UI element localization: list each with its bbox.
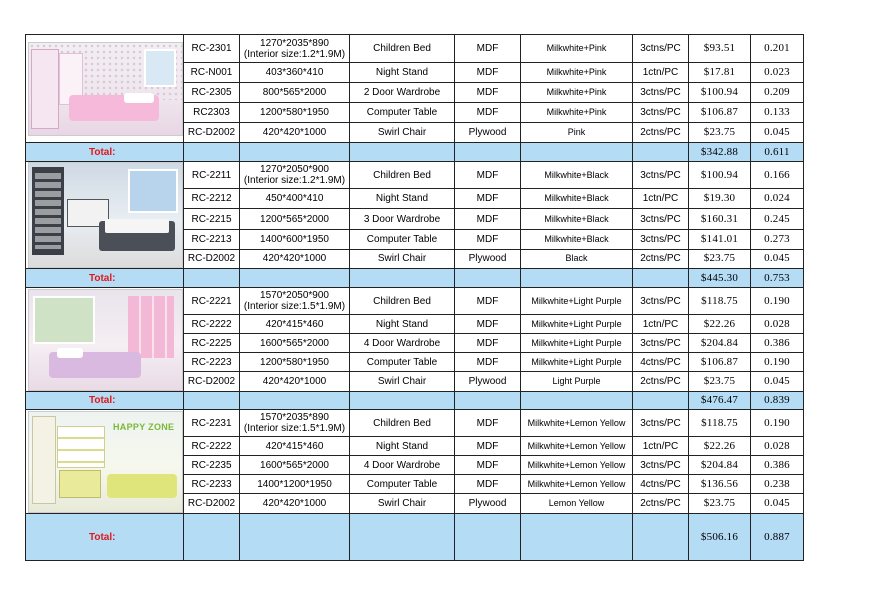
item-color: Milkwhite+Light Purple: [521, 353, 633, 372]
product-photo-yellow-room: [26, 410, 184, 514]
item-size: 1200*580*1950: [240, 353, 350, 372]
item-color: Milkwhite+Lemon Yellow: [521, 410, 633, 437]
item-pack: 3ctns/PC: [633, 35, 689, 63]
item-color: Milkwhite+Pink: [521, 103, 633, 123]
item-size: 1570*2050*900 (Interior size:1.5*1.9M): [240, 288, 350, 315]
item-size: 1600*565*2000: [240, 334, 350, 353]
item-code: RC-2222: [184, 315, 240, 334]
item-code: RC-D2002: [184, 249, 240, 268]
item-code: RC-D2002: [184, 123, 240, 143]
item-name: Computer Table: [350, 353, 455, 372]
item-volume: 0.023: [751, 63, 804, 83]
total-row: [26, 392, 804, 410]
total-volume: 0.611: [751, 143, 804, 162]
item-material: MDF: [455, 353, 521, 372]
total-label: Total:: [26, 269, 184, 288]
item-price: $23.75: [689, 494, 751, 514]
item-size: 1400*1200*1950: [240, 475, 350, 494]
item-price: $118.75: [689, 288, 751, 315]
item-name: Children Bed: [350, 162, 455, 189]
item-color: Milkwhite+Light Purple: [521, 288, 633, 315]
item-size: 420*420*1000: [240, 372, 350, 392]
item-price: $93.51: [689, 35, 751, 63]
total-row: [26, 143, 804, 162]
item-pack: 3ctns/PC: [633, 83, 689, 103]
item-pack: 1ctn/PC: [633, 189, 689, 209]
item-pack: 3ctns/PC: [633, 229, 689, 249]
item-code: RC-D2002: [184, 494, 240, 514]
total-label: Total:: [26, 392, 184, 410]
item-code: RC-2223: [184, 353, 240, 372]
item-volume: 0.245: [751, 209, 804, 229]
item-name: Night Stand: [350, 315, 455, 334]
item-volume: 0.045: [751, 372, 804, 392]
item-code: RC-2235: [184, 456, 240, 475]
item-code: RC-2231: [184, 410, 240, 437]
item-name: 3 Door Wardrobe: [350, 209, 455, 229]
item-material: MDF: [455, 456, 521, 475]
item-material: MDF: [455, 437, 521, 456]
item-size: 420*420*1000: [240, 249, 350, 268]
item-price: $23.75: [689, 249, 751, 268]
total-price: $342.88: [689, 143, 751, 162]
item-color: Milkwhite+Lemon Yellow: [521, 475, 633, 494]
item-material: MDF: [455, 334, 521, 353]
item-volume: 0.273: [751, 229, 804, 249]
item-material: MDF: [455, 288, 521, 315]
item-size: 1270*2035*890 (Interior size:1.2*1.9M): [240, 35, 350, 63]
item-material: MDF: [455, 162, 521, 189]
item-volume: 0.028: [751, 315, 804, 334]
total-volume: 0.839: [751, 392, 804, 410]
item-material: MDF: [455, 475, 521, 494]
item-name: Night Stand: [350, 437, 455, 456]
product-photo-pink-room: [26, 35, 184, 143]
item-pack: 3ctns/PC: [633, 410, 689, 437]
item-volume: 0.209: [751, 83, 804, 103]
item-pack: 3ctns/PC: [633, 334, 689, 353]
item-pack: 1ctn/PC: [633, 63, 689, 83]
item-color: Milkwhite+Light Purple: [521, 315, 633, 334]
item-price: $204.84: [689, 334, 751, 353]
item-color: Milkwhite+Black: [521, 229, 633, 249]
item-size: 420*415*460: [240, 315, 350, 334]
happy-zone-sign: HAPPY ZONE: [113, 421, 175, 432]
item-volume: 0.386: [751, 456, 804, 475]
item-size: 1600*565*2000: [240, 456, 350, 475]
item-code: RC-2211: [184, 162, 240, 189]
item-pack: 3ctns/PC: [633, 209, 689, 229]
item-material: Plywood: [455, 372, 521, 392]
item-size: 1200*565*2000: [240, 209, 350, 229]
item-volume: 0.190: [751, 353, 804, 372]
item-material: MDF: [455, 35, 521, 63]
item-material: MDF: [455, 315, 521, 334]
item-material: MDF: [455, 83, 521, 103]
total-volume: 0.753: [751, 269, 804, 288]
item-pack: 3ctns/PC: [633, 103, 689, 123]
item-name: Children Bed: [350, 410, 455, 437]
item-volume: 0.045: [751, 123, 804, 143]
item-name: Computer Table: [350, 229, 455, 249]
item-name: 4 Door Wardrobe: [350, 456, 455, 475]
item-color: Milkwhite+Lemon Yellow: [521, 437, 633, 456]
item-code: RC-2222: [184, 437, 240, 456]
item-pack: 3ctns/PC: [633, 288, 689, 315]
item-material: Plywood: [455, 249, 521, 268]
item-name: 4 Door Wardrobe: [350, 334, 455, 353]
item-color: Milkwhite+Black: [521, 189, 633, 209]
item-price: $204.84: [689, 456, 751, 475]
item-material: MDF: [455, 410, 521, 437]
item-material: MDF: [455, 229, 521, 249]
table-row: [26, 288, 804, 315]
item-pack: 2ctns/PC: [633, 372, 689, 392]
product-photo-purple-room: [26, 288, 184, 392]
item-name: Computer Table: [350, 103, 455, 123]
item-code: RC-2301: [184, 35, 240, 63]
item-price: $100.94: [689, 162, 751, 189]
item-name: Children Bed: [350, 288, 455, 315]
product-photo-black-room: [26, 162, 184, 269]
item-price: $23.75: [689, 123, 751, 143]
item-volume: 0.166: [751, 162, 804, 189]
item-size: 1400*600*1950: [240, 229, 350, 249]
item-pack: 2ctns/PC: [633, 123, 689, 143]
item-color: Milkwhite+Pink: [521, 63, 633, 83]
item-pack: 2ctns/PC: [633, 249, 689, 268]
item-pack: 2ctns/PC: [633, 494, 689, 514]
item-name: 2 Door Wardrobe: [350, 83, 455, 103]
item-name: Swirl Chair: [350, 249, 455, 268]
item-color: Light Purple: [521, 372, 633, 392]
item-volume: 0.028: [751, 437, 804, 456]
item-pack: 4ctns/PC: [633, 353, 689, 372]
item-material: MDF: [455, 189, 521, 209]
item-price: $22.26: [689, 315, 751, 334]
item-code: RC-D2002: [184, 372, 240, 392]
item-volume: 0.045: [751, 494, 804, 514]
item-volume: 0.024: [751, 189, 804, 209]
item-material: MDF: [455, 103, 521, 123]
item-size: 450*400*410: [240, 189, 350, 209]
item-color: Milkwhite+Black: [521, 162, 633, 189]
item-volume: 0.201: [751, 35, 804, 63]
item-name: Computer Table: [350, 475, 455, 494]
item-price: $118.75: [689, 410, 751, 437]
item-price: $22.26: [689, 437, 751, 456]
item-volume: 0.045: [751, 249, 804, 268]
total-price: $506.16: [689, 514, 751, 561]
item-color: Milkwhite+Light Purple: [521, 334, 633, 353]
item-pack: 1ctn/PC: [633, 437, 689, 456]
item-color: Milkwhite+Lemon Yellow: [521, 456, 633, 475]
item-size: 420*420*1000: [240, 123, 350, 143]
total-price: $445.30: [689, 269, 751, 288]
item-volume: 0.190: [751, 288, 804, 315]
total-label: Total:: [26, 514, 184, 561]
item-size: 403*360*410: [240, 63, 350, 83]
item-price: $136.56: [689, 475, 751, 494]
item-code: RC-2225: [184, 334, 240, 353]
item-material: MDF: [455, 209, 521, 229]
item-code: RC2303: [184, 103, 240, 123]
item-name: Night Stand: [350, 63, 455, 83]
total-row: [26, 514, 804, 561]
item-code: RC-2221: [184, 288, 240, 315]
item-pack: 4ctns/PC: [633, 475, 689, 494]
item-color: Milkwhite+Pink: [521, 35, 633, 63]
item-color: Milkwhite+Black: [521, 209, 633, 229]
item-name: Night Stand: [350, 189, 455, 209]
item-name: Children Bed: [350, 35, 455, 63]
total-price: $476.47: [689, 392, 751, 410]
item-size: 800*565*2000: [240, 83, 350, 103]
item-pack: 1ctn/PC: [633, 315, 689, 334]
item-color: Lemon Yellow: [521, 494, 633, 514]
item-price: $106.87: [689, 103, 751, 123]
item-price: $160.31: [689, 209, 751, 229]
table-row: [26, 162, 804, 189]
item-price: $100.94: [689, 83, 751, 103]
item-volume: 0.190: [751, 410, 804, 437]
item-code: RC-2213: [184, 229, 240, 249]
item-code: RC-N001: [184, 63, 240, 83]
item-price: $19.30: [689, 189, 751, 209]
item-code: RC-2215: [184, 209, 240, 229]
item-size: 1270*2050*900 (Interior size:1.2*1.9M): [240, 162, 350, 189]
item-code: RC-2212: [184, 189, 240, 209]
item-size: 420*420*1000: [240, 494, 350, 514]
total-label: Total:: [26, 143, 184, 162]
item-color: Milkwhite+Pink: [521, 83, 633, 103]
item-volume: 0.133: [751, 103, 804, 123]
item-price: $141.01: [689, 229, 751, 249]
item-pack: 3ctns/PC: [633, 456, 689, 475]
item-size: 1200*580*1950: [240, 103, 350, 123]
item-volume: 0.386: [751, 334, 804, 353]
item-material: Plywood: [455, 123, 521, 143]
item-size: 1570*2035*890 (Interior size:1.5*1.9M): [240, 410, 350, 437]
item-name: Swirl Chair: [350, 123, 455, 143]
item-price: $17.81: [689, 63, 751, 83]
total-row: [26, 269, 804, 288]
item-code: RC-2305: [184, 83, 240, 103]
item-material: MDF: [455, 63, 521, 83]
item-code: RC-2233: [184, 475, 240, 494]
item-name: Swirl Chair: [350, 372, 455, 392]
item-price: $106.87: [689, 353, 751, 372]
item-color: Pink: [521, 123, 633, 143]
item-name: Swirl Chair: [350, 494, 455, 514]
item-size: 420*415*460: [240, 437, 350, 456]
price-list-table: [25, 34, 804, 561]
item-color: Black: [521, 249, 633, 268]
item-material: Plywood: [455, 494, 521, 514]
item-price: $23.75: [689, 372, 751, 392]
item-volume: 0.238: [751, 475, 804, 494]
total-volume: 0.887: [751, 514, 804, 561]
table-row: [26, 35, 804, 63]
table-row: [26, 410, 804, 437]
item-pack: 3ctns/PC: [633, 162, 689, 189]
